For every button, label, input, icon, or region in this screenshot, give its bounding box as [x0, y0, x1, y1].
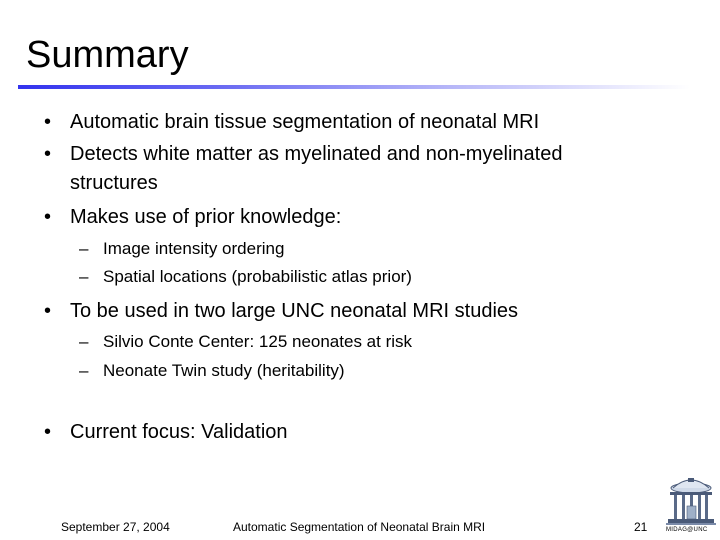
title-underline-gradient — [18, 85, 690, 89]
bullet-4-sub-2-text: Neonate Twin study (heritability) — [103, 361, 345, 380]
footer-title: Automatic Segmentation of Neonatal Brain MRI — [233, 520, 486, 534]
sub-bullet-dash: – — [79, 267, 89, 286]
bullet-3 — [44, 205, 342, 229]
bullet-3-text: Makes use of prior knowledge: — [70, 206, 342, 228]
bullet-1 — [44, 110, 540, 134]
sub-bullet-dash: – — [79, 361, 89, 380]
bullet-3-sub-2-text: Spatial locations (probabilistic atlas prior) — [103, 267, 412, 286]
bullet-4-sub-1-text: Silvio Conte Center: 125 neonates at risk — [103, 332, 413, 351]
sub-bullet-dash: – — [79, 239, 89, 258]
bullet-dot: • — [44, 421, 52, 443]
bullet-dot: • — [44, 111, 52, 133]
footer-page-number: 21 — [634, 520, 648, 534]
logo-caption: MIDAG@UNC — [666, 527, 708, 533]
bullet-4 — [44, 299, 519, 323]
bullet-2-text-line2: structures — [70, 172, 158, 194]
bullet-4-text: To be used in two large UNC neonatal MRI studies — [70, 300, 519, 322]
bullet-4-sub-2 — [79, 361, 345, 381]
bullet-3-sub-1 — [79, 239, 285, 259]
bullet-5-text: Current focus: Validation — [70, 421, 288, 443]
bullet-2-continuation — [70, 171, 158, 195]
bullet-4-sub-1 — [79, 332, 413, 352]
bullet-3-sub-2 — [79, 267, 412, 287]
bullet-2 — [44, 142, 563, 166]
bullet-2-text-line1: Detects white matter as myelinated and non-myelinated — [70, 143, 563, 165]
slide-title: Summary — [26, 34, 189, 76]
bullet-5 — [44, 420, 288, 444]
bullet-3-sub-1-text: Image intensity ordering — [103, 239, 285, 258]
bullet-dot: • — [44, 143, 52, 165]
sub-bullet-dash: – — [79, 332, 89, 351]
footer-date: September 27, 2004 — [61, 520, 170, 534]
bullet-1-text: Automatic brain tissue segmentation of neonatal MRI — [70, 111, 540, 133]
bullet-dot: • — [44, 300, 52, 322]
bullet-dot: • — [44, 206, 52, 228]
